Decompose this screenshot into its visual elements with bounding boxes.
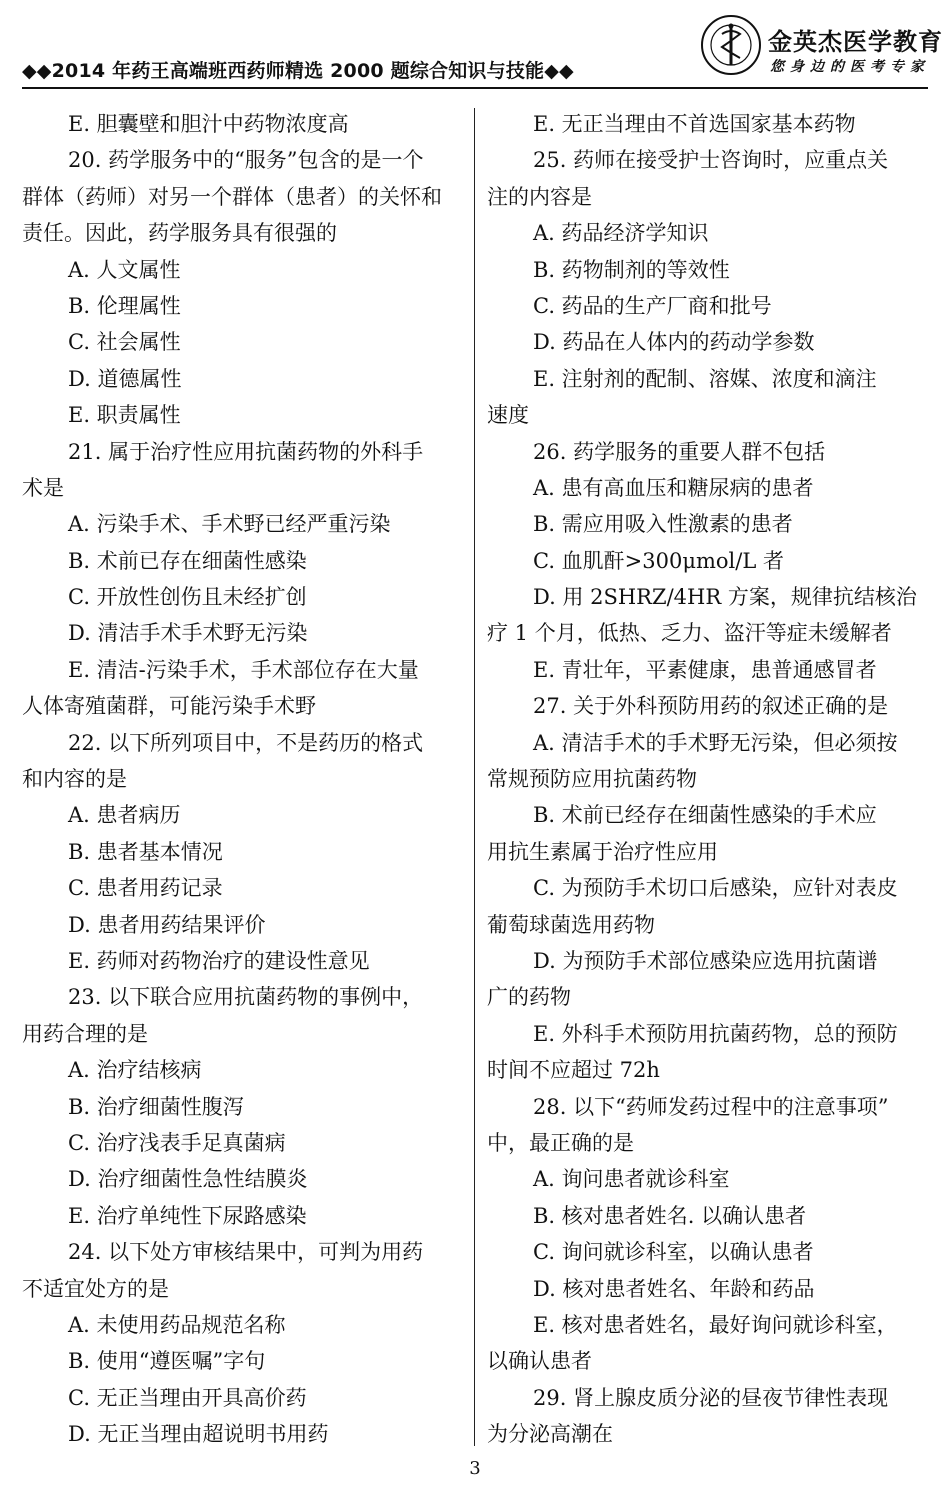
text-line: D. 为预防手术部位感染应选用抗菌谱	[533, 948, 878, 973]
header-title: ◆◆2014 年药王高端班西药师精选 2000 题综合知识与技能◆◆	[22, 60, 574, 82]
text-line: D. 患者用药结果评价	[68, 912, 266, 937]
text-line: 注的内容是	[487, 184, 592, 209]
text-line: A. 未使用药品规范名称	[68, 1312, 286, 1337]
brand-logo	[700, 14, 943, 84]
text-line: C. 药品的生产厂商和批号	[533, 293, 772, 318]
text-line: A. 清洁手术的手术野无污染，但必须按	[533, 730, 898, 755]
text-line: 22. 以下所列项目中，不是药历的格式	[68, 730, 424, 755]
text-line: C. 治疗浅表手足真菌病	[68, 1130, 286, 1155]
text-line: D. 药品在人体内的药动学参数	[533, 330, 815, 355]
text-line: A. 患有高血压和糖尿病的患者	[533, 475, 814, 500]
text-line: E. 胆囊壁和胆汁中药物浓度高	[68, 112, 349, 136]
text-line: C. 开放性创伤且未经扩创	[68, 585, 307, 610]
text-line: 用抗生素属于治疗性应用	[487, 839, 718, 864]
text-line: B. 患者基本情况	[68, 839, 223, 864]
text-line: C. 询问就诊科室，以确认患者	[533, 1240, 814, 1265]
text-line: A. 药品经济学知识	[533, 221, 709, 246]
text-line: 广的药物	[487, 985, 571, 1010]
text-line: 常规预防应用抗菌药物	[487, 767, 697, 792]
text-line: D. 治疗细菌性急性结膜炎	[68, 1167, 308, 1192]
text-line: 疗 1 个月，低热、乏力、盗汗等症未缓解者	[487, 621, 892, 646]
text-line: E. 治疗单纯性下尿路感染	[68, 1203, 307, 1228]
page-number: 3	[469, 1458, 481, 1479]
text-line: 27. 关于外科预防用药的叙述正确的是	[533, 694, 889, 719]
text-line: A. 人文属性	[68, 257, 181, 282]
header-rule	[22, 87, 928, 89]
text-line: E. 核对患者姓名，最好询问就诊科室，	[533, 1312, 898, 1337]
text-line: 25. 药师在接受护士咨询时，应重点关	[533, 148, 889, 173]
text-line: C. 血肌酐>300μmol/L 者	[533, 548, 784, 573]
text-line: B. 治疗细菌性腹泻	[68, 1094, 244, 1119]
text-line: B. 伦理属性	[68, 293, 181, 318]
text-line: B. 使用“遵医嘱”字句	[68, 1349, 266, 1374]
text-line: C. 为预防手术切口后感染，应针对表皮	[533, 876, 898, 901]
column-divider	[474, 108, 475, 1446]
left-column	[22, 106, 465, 1452]
brand-name: 金英杰医学教育	[768, 28, 943, 56]
text-line: 29. 肾上腺皮质分泌的昼夜节律性表现	[533, 1385, 889, 1410]
text-line: 24. 以下处方审核结果中，可判为用药	[68, 1240, 424, 1265]
page-header	[0, 0, 950, 92]
text-line: C. 无正当理由开具高价药	[68, 1385, 307, 1410]
text-line: 中，最正确的是	[487, 1130, 634, 1155]
brand-slogan: 您身边的医考专家	[770, 59, 930, 75]
text-line: 28. 以下“药师发药过程中的注意事项”	[533, 1094, 889, 1119]
text-line: C. 患者用药记录	[68, 876, 223, 901]
text-line: 用药合理的是	[22, 1021, 148, 1046]
text-line: E. 注射剂的配制、溶媒、浓度和滴注	[533, 366, 877, 391]
text-line: D. 道德属性	[68, 366, 182, 391]
text-line: B. 术前已经存在细菌性感染的手术应	[533, 803, 877, 828]
text-line: B. 术前已存在细菌性感染	[68, 548, 307, 573]
text-line: 群体（药师）对另一个群体（患者）的关怀和	[22, 184, 442, 209]
text-line: 术是	[22, 475, 64, 500]
text-line: A. 询问患者就诊科室	[533, 1167, 730, 1192]
text-line: A. 污染手术、手术野已经严重污染	[68, 512, 391, 537]
text-line: 和内容的是	[22, 767, 127, 792]
text-line: 速度	[487, 403, 529, 428]
text-line: 责任。因此，药学服务具有很强的	[22, 221, 337, 246]
right-column	[487, 106, 930, 1452]
text-line: D. 清洁手术手术野无污染	[68, 621, 308, 646]
text-line: D. 无正当理由超说明书用药	[68, 1422, 329, 1447]
text-line: D. 核对患者姓名、年龄和药品	[533, 1276, 815, 1301]
text-line: B. 需应用吸入性激素的患者	[533, 512, 793, 537]
text-line: E. 青壮年，平素健康，患普通感冒者	[533, 657, 877, 682]
text-line: C. 社会属性	[68, 330, 181, 355]
jinyingjie-seal-logo-icon	[700, 14, 762, 76]
text-line: 不适宜处方的是	[22, 1276, 169, 1301]
text-line: A. 患者病历	[68, 803, 181, 828]
text-line: 23. 以下联合应用抗菌药物的事例中，	[68, 985, 424, 1010]
text-line: 26. 药学服务的重要人群不包括	[533, 439, 826, 464]
text-line: B. 核对患者姓名. 以确认患者	[533, 1203, 807, 1228]
text-line: 为分泌高潮在	[487, 1422, 613, 1447]
text-line: 时间不应超过 72h	[487, 1058, 660, 1083]
text-line: E. 无正当理由不首选国家基本药物	[533, 112, 856, 136]
text-line: E. 清洁-污染手术，手术部位存在大量	[68, 657, 419, 682]
text-line: 人体寄殖菌群，可能污染手术野	[22, 694, 316, 719]
text-line: A. 治疗结核病	[68, 1058, 202, 1083]
text-line: E. 药师对药物治疗的建设性意见	[68, 948, 370, 973]
text-line: 20. 药学服务中的“服务”包含的是一个	[68, 148, 424, 173]
text-line: 21. 属于治疗性应用抗菌药物的外科手	[68, 439, 424, 464]
text-line: E. 外科手术预防用抗菌药物，总的预防	[533, 1021, 898, 1046]
text-line: 以确认患者	[487, 1349, 592, 1374]
text-line: E. 职责属性	[68, 403, 181, 428]
text-line: D. 用 2SHRZ/4HR 方案，规律抗结核治	[533, 585, 917, 610]
text-line: B. 药物制剂的等效性	[533, 257, 730, 282]
text-line: 葡萄球菌选用药物	[487, 912, 655, 937]
